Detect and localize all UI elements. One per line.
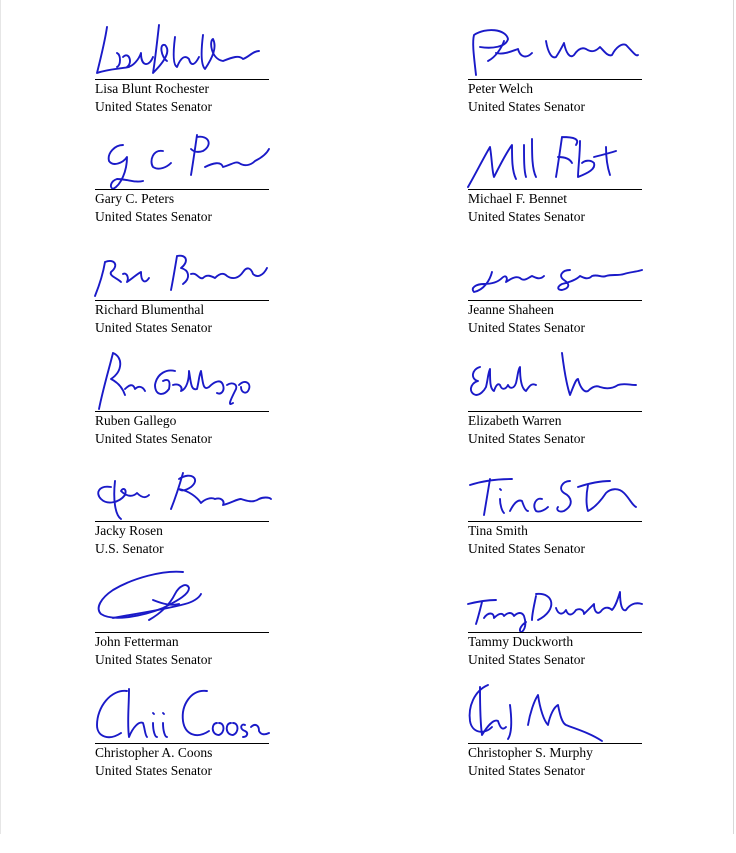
signatory-name: Peter Welch xyxy=(468,81,534,96)
signatory-title: United States Senator xyxy=(95,431,212,446)
handwritten-signature-peter-welch xyxy=(466,17,646,79)
handwritten-signature-christopher-coons xyxy=(93,681,273,743)
signatory-name: John Fetterman xyxy=(95,634,179,649)
signature-line xyxy=(95,743,269,744)
signatory-name: Tina Smith xyxy=(468,523,528,538)
signature-line xyxy=(95,521,269,522)
signatory-title: United States Senator xyxy=(468,320,585,335)
signatory-title: U.S. Senator xyxy=(95,541,164,556)
signature-line xyxy=(468,300,642,301)
signatory-title: United States Senator xyxy=(95,209,212,224)
signatory-name: Tammy Duckworth xyxy=(468,634,574,649)
signatory-name: Elizabeth Warren xyxy=(468,413,562,428)
signatory-title: United States Senator xyxy=(95,763,212,778)
signatory-title: United States Senator xyxy=(468,209,585,224)
signatory-name: Jacky Rosen xyxy=(95,523,163,538)
handwritten-signature-richard-blumenthal xyxy=(93,238,273,300)
handwritten-signature-tammy-duckworth xyxy=(466,570,646,632)
signature-line xyxy=(95,79,269,80)
signatory-title: United States Senator xyxy=(468,763,585,778)
handwritten-signature-gary-peters xyxy=(93,127,273,189)
signature-line xyxy=(95,189,269,190)
signatory-name: Ruben Gallego xyxy=(95,413,177,428)
signatory-title: United States Senator xyxy=(95,320,212,335)
handwritten-signature-ruben-gallego xyxy=(93,349,273,411)
signatory-name: Christopher S. Murphy xyxy=(468,745,593,760)
signature-line xyxy=(468,521,642,522)
handwritten-signature-christopher-murphy xyxy=(466,681,646,743)
signatory-name: Jeanne Shaheen xyxy=(468,302,554,317)
signatory-name: Gary C. Peters xyxy=(95,191,175,206)
signatory-title: United States Senator xyxy=(468,431,585,446)
signature-line xyxy=(95,300,269,301)
signature-line xyxy=(468,743,642,744)
signatory-name: Christopher A. Coons xyxy=(95,745,213,760)
handwritten-signature-lisa-blunt-rochester xyxy=(93,17,273,79)
signatory-name: Lisa Blunt Rochester xyxy=(95,81,209,96)
signatory-title: United States Senator xyxy=(468,99,585,114)
handwritten-signature-john-fetterman xyxy=(93,570,273,632)
signature-line xyxy=(468,189,642,190)
signature-line xyxy=(95,411,269,412)
handwritten-signature-elizabeth-warren xyxy=(466,349,646,411)
handwritten-signature-michael-bennet xyxy=(466,127,646,189)
signature-block-christopher-murphy xyxy=(468,743,648,853)
signatory-title: United States Senator xyxy=(468,652,585,667)
signature-line xyxy=(95,632,269,633)
signatory-name: Michael F. Bennet xyxy=(468,191,568,206)
signature-line xyxy=(468,632,642,633)
handwritten-signature-jeanne-shaheen xyxy=(466,238,646,300)
signature-line xyxy=(468,79,642,80)
signature-line xyxy=(468,411,642,412)
signature-block-christopher-coons xyxy=(95,743,275,853)
signatory-title: United States Senator xyxy=(468,541,585,556)
signatory-name: Richard Blumenthal xyxy=(95,302,205,317)
handwritten-signature-jacky-rosen xyxy=(93,459,273,521)
handwritten-signature-tina-smith xyxy=(466,459,646,521)
signatory-title: United States Senator xyxy=(95,99,212,114)
signatory-title: United States Senator xyxy=(95,652,212,667)
